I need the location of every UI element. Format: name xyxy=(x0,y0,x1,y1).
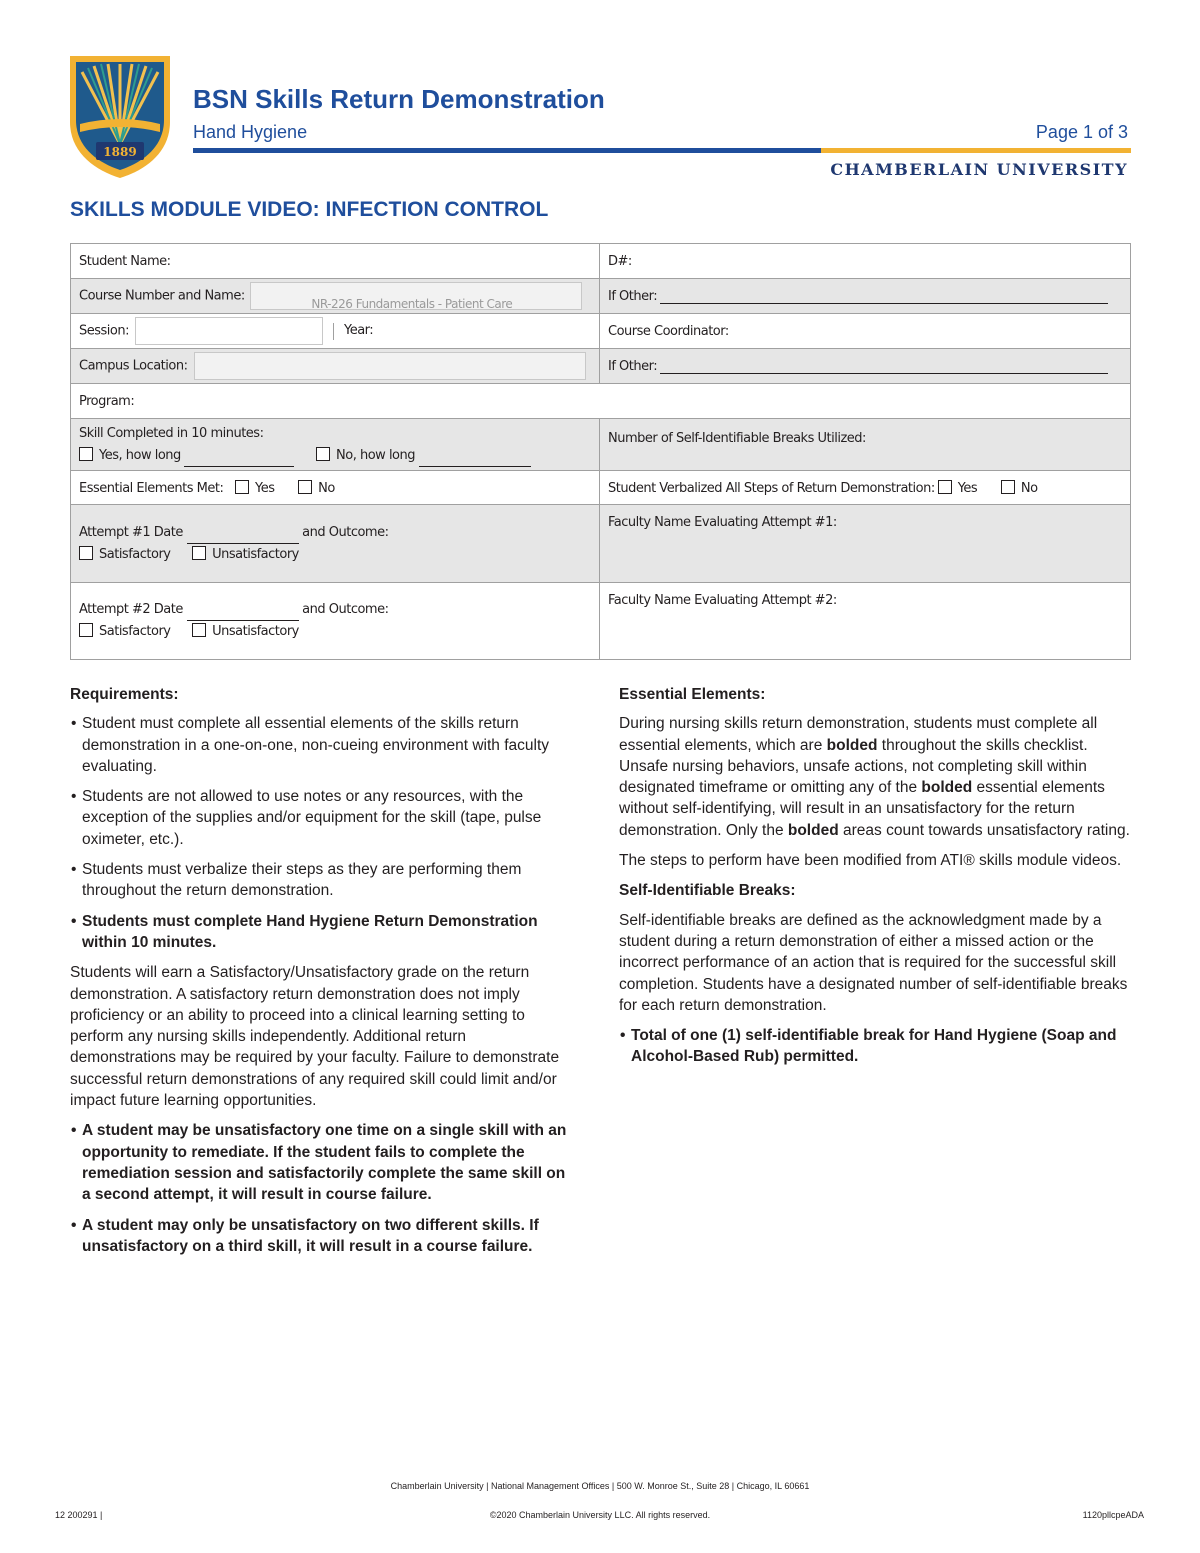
campus-other-cell: If Other: xyxy=(600,349,1131,384)
form-row-attempt2 xyxy=(71,583,1131,660)
yes-how-long-checkbox[interactable] xyxy=(79,447,93,461)
skill-completed-cell: Skill Completed in 10 minutes: Yes, how long No, how long xyxy=(71,419,600,471)
form-row-session xyxy=(71,314,1131,349)
header-rule-blue xyxy=(193,148,821,153)
section-heading: SKILLS MODULE VIDEO: INFECTION CONTROL xyxy=(70,198,549,221)
course-cell: Course Number and Name: NR-226 Fundamentals - Patient Care xyxy=(71,279,600,314)
footer-address: Chamberlain University | National Management Offices | 500 W. Monroe St., Suite 28 | Chicago, IL 60661 xyxy=(390,1481,810,1491)
document-subtitle: Hand Hygiene xyxy=(193,122,308,142)
essential-met-yes-checkbox[interactable] xyxy=(235,480,249,494)
attempt2-date-line[interactable] xyxy=(187,608,299,621)
grading-paragraph: Students will earn a Satisfactory/Unsatisfactory grade on the return demonstration. A satisfactory return demonstration does not imply proficiency or an ability to proceed into a clinical learning setting to perform any nursing skills independently. Additional return demonstrations may be required by your faculty. Failure to demonstrate successful return demonstrations of any required skill could limit and/or impact future learning opportunities. xyxy=(70,964,560,1110)
breaks-utilized-cell[interactable]: Number of Self-Identifiable Breaks Utilized: xyxy=(600,419,1131,471)
student-name-cell[interactable]: Student Name: xyxy=(71,244,600,279)
page-number: Page 1 of 3 xyxy=(1035,122,1128,142)
requirement-item: • Students must verbalize their steps as they are performing them throughout the return demonstration. xyxy=(70,859,575,902)
form-row-essential xyxy=(71,471,1131,505)
campus-cell: Campus Location: xyxy=(71,349,600,384)
form-row-skill-time xyxy=(71,419,1131,471)
university-shield-logo xyxy=(66,52,174,180)
id-cell[interactable]: D#: xyxy=(600,244,1131,279)
requirements-heading: Requirements: xyxy=(70,686,179,703)
evaluation-form-table xyxy=(70,243,1131,660)
essential-heading: Essential Elements: xyxy=(619,686,766,703)
header-rule-gold xyxy=(821,148,1131,153)
yes-how-long-line[interactable] xyxy=(184,454,294,467)
course-other-line[interactable] xyxy=(660,291,1108,304)
requirements-list xyxy=(70,713,575,953)
logo-year: 1889 xyxy=(103,145,137,159)
requirement-item-bold: • Students must complete Hand Hygiene Return Demonstration within 10 minutes. xyxy=(70,911,575,954)
faculty1-cell[interactable]: Faculty Name Evaluating Attempt #1: xyxy=(600,505,1131,583)
footer-code-left: 12 200291 | xyxy=(55,1510,103,1520)
footer-code-right: 1120pllcpeADA xyxy=(1082,1510,1144,1520)
faculty2-cell[interactable]: Faculty Name Evaluating Attempt #2: xyxy=(600,583,1131,660)
verbalized-no-checkbox[interactable] xyxy=(1001,480,1015,494)
breaks-heading: Self-Identifiable Breaks: xyxy=(619,882,796,900)
attempt2-unsatisfactory-checkbox[interactable] xyxy=(192,623,206,637)
session-cell: Session: Year: xyxy=(71,314,600,349)
essential-paragraph: During nursing skills return demonstration, students must complete all essential elements, which are bolded throughout the skills checklist. Unsafe nursing behaviors, unsafe actions, not completing skill within designated timeframe or omitting any of the bolded essential elements without self-identifying, will result in an unsatisfactory for the return demonstration. Only the bolded areas count towards unsatisfactory rating. xyxy=(619,715,1130,839)
failure-rule-item: • A student may be unsatisfactory one time on a single skill with an opportunity to remediate. If the student fails to complete the remediation session and satisfactorily complete the same skill on a second attempt, it will result in course failure. xyxy=(70,1120,575,1205)
breaks-list xyxy=(619,1025,1131,1068)
campus-other-line[interactable] xyxy=(660,361,1108,374)
program-cell[interactable]: Program: xyxy=(71,384,1131,419)
attempt1-satisfactory-checkbox[interactable] xyxy=(79,546,93,560)
verbalized-yes-checkbox[interactable] xyxy=(938,480,952,494)
attempt1-date-line[interactable] xyxy=(187,531,299,544)
essential-met-no-checkbox[interactable] xyxy=(298,480,312,494)
breaks-paragraph: Self-identifiable breaks are defined as the acknowledgment made by a student during a return demonstration of either a missed action or the incorrect performance of an action that is required for the successful skill completion. Students have a designated number of self-identifiable breaks for each return demonstration. xyxy=(619,911,1128,1014)
failure-rules-list xyxy=(70,1120,575,1257)
form-row-attempt1 xyxy=(71,505,1131,583)
attempt1-cell: Attempt #1 Date and Outcome: Satisfactory Unsatisfactory xyxy=(71,505,600,583)
form-row-student xyxy=(71,244,1131,279)
verbalized-cell: Student Verbalized All Steps of Return Demonstration: Yes No xyxy=(600,471,1131,505)
attempt2-cell: Attempt #2 Date and Outcome: Satisfactory Unsatisfactory xyxy=(71,583,600,660)
requirements-section xyxy=(70,684,575,1266)
essential-elements-section xyxy=(619,684,1131,1077)
campus-select[interactable] xyxy=(194,352,586,380)
course-other-cell: If Other: xyxy=(600,279,1131,314)
coordinator-cell[interactable]: Course Coordinator: xyxy=(600,314,1131,349)
document-title: BSN Skills Return Demonstration xyxy=(193,84,605,114)
university-wordmark: CHAMBERLAIN UNIVERSITY xyxy=(830,160,1128,179)
requirement-item: • Students are not allowed to use notes or any resources, with the exception of the supplies and/or equipment for the skill (tape, pulse oximeter, etc.). xyxy=(70,786,575,850)
form-row-program xyxy=(71,384,1131,419)
requirement-item: • Student must complete all essential elements of the skills return demonstration in a one-on-one, non-cueing environment with faculty evaluating. xyxy=(70,713,575,777)
footer-copyright: ©2020 Chamberlain University LLC. All rights reserved. xyxy=(489,1510,711,1520)
breaks-item-bold: • Total of one (1) self-identifiable break for Hand Hygiene (Soap and Alcohol-Based Rub) permitted. xyxy=(619,1025,1131,1068)
form-row-course xyxy=(71,279,1131,314)
no-how-long-checkbox[interactable] xyxy=(316,447,330,461)
no-how-long-line[interactable] xyxy=(419,454,531,467)
course-select[interactable]: NR-226 Fundamentals - Patient Care xyxy=(250,282,582,310)
essential-met-cell: Essential Elements Met: Yes No xyxy=(71,471,600,505)
attempt1-unsatisfactory-checkbox[interactable] xyxy=(192,546,206,560)
form-row-campus xyxy=(71,349,1131,384)
attempt2-satisfactory-checkbox[interactable] xyxy=(79,623,93,637)
session-select[interactable] xyxy=(135,317,323,345)
failure-rule-item: • A student may only be unsatisfactory on two different skills. If unsatisfactory on a third skill, it will result in a course failure. xyxy=(70,1215,575,1258)
ati-note: The steps to perform have been modified from ATI® skills module videos. xyxy=(619,852,1122,870)
year-label: Year: xyxy=(333,323,373,340)
